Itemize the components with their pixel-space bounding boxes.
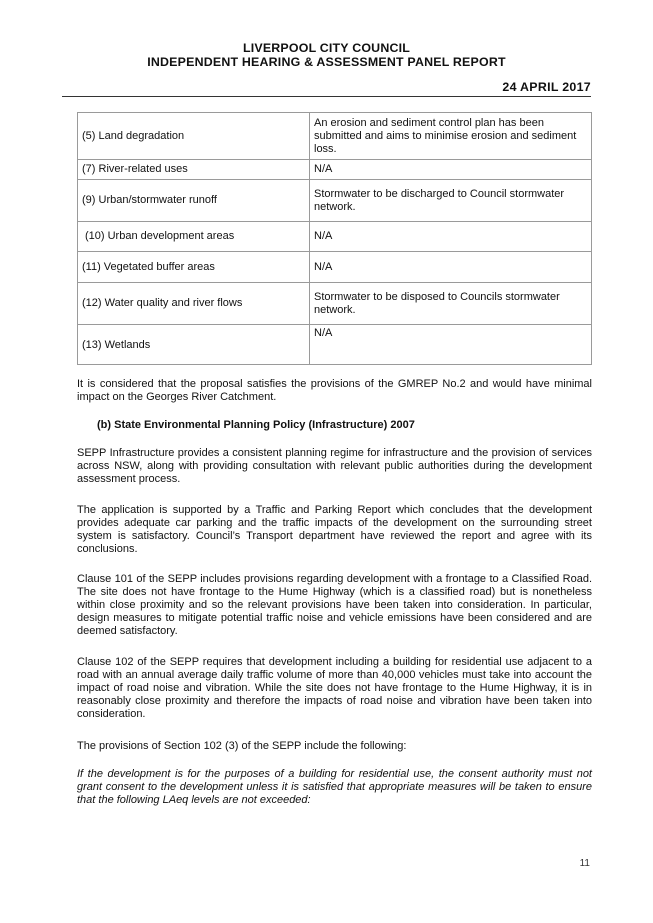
comment-cell: Stormwater to be discharged to Council stormwater network. bbox=[310, 180, 592, 222]
comment-cell: N/A bbox=[310, 160, 592, 180]
header-divider bbox=[62, 96, 591, 97]
council-name: LIVERPOOL CITY COUNCIL bbox=[242, 41, 411, 55]
provision-cell: (5) Land degradation bbox=[78, 113, 310, 160]
gmrep-provisions-table bbox=[77, 112, 592, 365]
paragraph-section-102-intro: The provisions of Section 102 (3) of the SEPP include the following: bbox=[77, 740, 407, 752]
provision-cell: (7) River-related uses bbox=[78, 160, 310, 180]
table-row bbox=[78, 160, 592, 180]
section-heading-sepp-infrastructure: (b) State Environmental Planning Policy (Infrastructure) 2007 bbox=[97, 419, 415, 431]
comment-cell: An erosion and sediment control plan has been submitted and aims to minimise erosion and sediment loss. bbox=[310, 113, 592, 160]
paragraph-quoted-provision: If the development is for the purposes of a building for residential use, the consent authority must not grant consent to the development unless it is satisfied that appropriate measures will be taken to ensure that the following LAeq levels are not exceeded: bbox=[77, 768, 592, 806]
table-row bbox=[78, 180, 592, 222]
comment-cell: N/A bbox=[310, 222, 592, 252]
provision-cell: (9) Urban/stormwater runoff bbox=[78, 180, 310, 222]
provision-cell: (12) Water quality and river flows bbox=[78, 283, 310, 325]
paragraph-sepp-overview: SEPP Infrastructure provides a consistent planning regime for infrastructure and the provision of services across NSW, along with providing consultation with relevant public authorities during the development assessment process. bbox=[77, 447, 592, 485]
page-number: 11 bbox=[579, 858, 590, 869]
report-date: 24 APRIL 2017 bbox=[502, 80, 591, 94]
comment-cell: N/A bbox=[310, 325, 592, 365]
paragraph-gmrep-conclusion: It is considered that the proposal satisfies the provisions of the GMREP No.2 and would have minimal impact on the Georges River Catchment. bbox=[77, 378, 592, 403]
table-row bbox=[78, 283, 592, 325]
paragraph-clause-101: Clause 101 of the SEPP includes provisions regarding development with a frontage to a Classified Road. The site does not have frontage to the Hume Highway (which is a classified road) but is nonetheless within close proximity and so the relevant provisions have been taken into consideration. In particular, design measures to mitigate potential traffic noise and vehicle emissions have been considered and are deemed satisfactory. bbox=[77, 573, 592, 637]
comment-cell: N/A bbox=[310, 252, 592, 283]
provision-cell: (11) Vegetated buffer areas bbox=[78, 252, 310, 283]
table-row bbox=[78, 252, 592, 283]
table-row bbox=[78, 325, 592, 365]
table-row bbox=[78, 222, 592, 252]
provision-cell: (13) Wetlands bbox=[78, 325, 310, 365]
comment-cell: Stormwater to be disposed to Councils stormwater network. bbox=[310, 283, 592, 325]
table-row bbox=[78, 113, 592, 160]
report-title: INDEPENDENT HEARING & ASSESSMENT PANEL REPORT bbox=[147, 55, 506, 69]
paragraph-traffic-report: The application is supported by a Traffic and Parking Report which concludes that the development provides adequate car parking and the traffic impacts of the development on the surrounding street system is satisfactory. Council’s Transport department have reviewed the report and agree with its conclusions. bbox=[77, 504, 592, 555]
provision-cell: (10) Urban development areas bbox=[78, 222, 310, 252]
paragraph-clause-102: Clause 102 of the SEPP requires that development including a building for residential use adjacent to a road with an annual average daily traffic volume of more than 40,000 vehicles must take into account the impact of road noise and vibration. While the site does not have frontage to the Hume Highway, it is in reasonably close proximity and therefore the impacts of road noise and vibration have been taken into consideration. bbox=[77, 656, 592, 720]
